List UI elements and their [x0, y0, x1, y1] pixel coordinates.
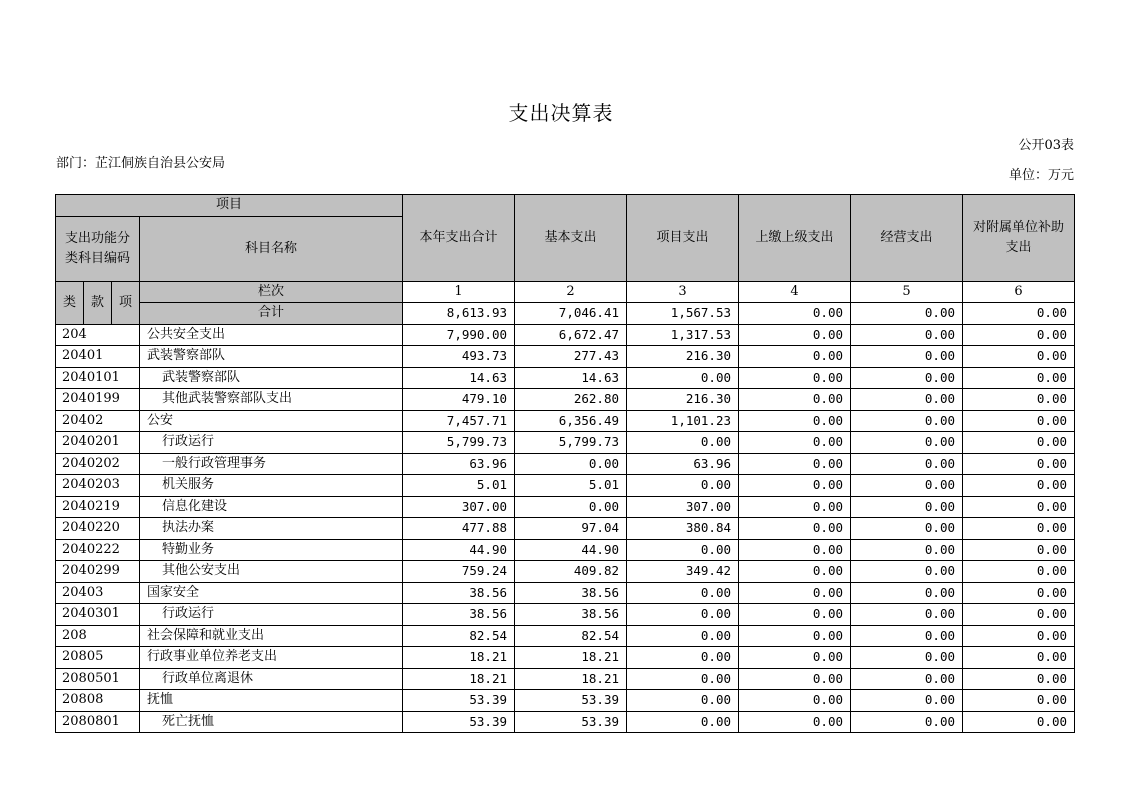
header-col-1: 本年支出合计	[403, 195, 515, 282]
total-value-1: 8,613.93	[403, 303, 515, 325]
row-value-1: 53.39	[403, 690, 515, 712]
row-value-5: 0.00	[851, 539, 963, 561]
row-value-5: 0.00	[851, 496, 963, 518]
row-code: 2040202	[56, 453, 140, 475]
row-value-6: 0.00	[963, 453, 1075, 475]
row-value-6: 0.00	[963, 410, 1075, 432]
row-value-6: 0.00	[963, 324, 1075, 346]
row-value-4: 0.00	[739, 453, 851, 475]
row-value-4: 0.00	[739, 518, 851, 540]
row-value-2: 6,356.49	[515, 410, 627, 432]
row-value-3: 349.42	[627, 561, 739, 583]
row-value-2: 18.21	[515, 647, 627, 669]
department-label: 部门：芷江侗族自治县公安局	[56, 156, 226, 171]
row-value-5: 0.00	[851, 604, 963, 626]
row-value-3: 0.00	[627, 475, 739, 497]
row-name: 信息化建设	[140, 496, 403, 518]
table-row	[56, 496, 1075, 518]
table-row	[56, 668, 1075, 690]
row-code: 2040203	[56, 475, 140, 497]
row-value-1: 5.01	[403, 475, 515, 497]
row-value-2: 18.21	[515, 668, 627, 690]
row-value-1: 759.24	[403, 561, 515, 583]
row-value-2: 6,672.47	[515, 324, 627, 346]
header-xiang: 项	[112, 281, 140, 324]
row-value-4: 0.00	[739, 582, 851, 604]
row-value-6: 0.00	[963, 647, 1075, 669]
row-value-6: 0.00	[963, 582, 1075, 604]
row-value-4: 0.00	[739, 475, 851, 497]
row-value-6: 0.00	[963, 367, 1075, 389]
row-value-3: 216.30	[627, 346, 739, 368]
row-code: 2040219	[56, 496, 140, 518]
row-value-3: 216.30	[627, 389, 739, 411]
row-value-6: 0.00	[963, 475, 1075, 497]
col-number-6: 6	[963, 281, 1075, 303]
row-value-1: 38.56	[403, 604, 515, 626]
row-value-2: 38.56	[515, 604, 627, 626]
row-value-5: 0.00	[851, 367, 963, 389]
row-value-6: 0.00	[963, 625, 1075, 647]
row-value-2: 97.04	[515, 518, 627, 540]
row-name: 执法办案	[140, 518, 403, 540]
row-code: 2040199	[56, 389, 140, 411]
row-name: 其他武装警察部队支出	[140, 389, 403, 411]
row-value-3: 0.00	[627, 604, 739, 626]
row-value-2: 44.90	[515, 539, 627, 561]
row-value-2: 409.82	[515, 561, 627, 583]
table-row	[56, 561, 1075, 583]
col-number-5: 5	[851, 281, 963, 303]
row-value-1: 63.96	[403, 453, 515, 475]
row-value-6: 0.00	[963, 604, 1075, 626]
row-name: 武装警察部队	[140, 346, 403, 368]
row-code: 2040201	[56, 432, 140, 454]
row-value-6: 0.00	[963, 539, 1075, 561]
row-name: 其他公安支出	[140, 561, 403, 583]
row-value-4: 0.00	[739, 410, 851, 432]
table-row	[56, 539, 1075, 561]
row-value-3: 0.00	[627, 432, 739, 454]
table-row	[56, 690, 1075, 712]
header-lanci: 栏次	[140, 281, 403, 303]
row-value-3: 0.00	[627, 582, 739, 604]
header-code-label: 支出功能分类科目编码	[56, 216, 140, 281]
row-code: 2040220	[56, 518, 140, 540]
row-value-5: 0.00	[851, 668, 963, 690]
row-value-5: 0.00	[851, 389, 963, 411]
row-value-1: 5,799.73	[403, 432, 515, 454]
row-value-4: 0.00	[739, 346, 851, 368]
row-value-1: 307.00	[403, 496, 515, 518]
table-row	[56, 518, 1075, 540]
row-code: 2080801	[56, 711, 140, 733]
row-name: 社会保障和就业支出	[140, 625, 403, 647]
row-value-4: 0.00	[739, 711, 851, 733]
row-name: 行政事业单位养老支出	[140, 647, 403, 669]
row-value-6: 0.00	[963, 346, 1075, 368]
row-code: 2040299	[56, 561, 140, 583]
header-lei: 类	[56, 281, 84, 324]
col-number-3: 3	[627, 281, 739, 303]
table-row	[56, 410, 1075, 432]
header-col-2: 基本支出	[515, 195, 627, 282]
row-code: 20805	[56, 647, 140, 669]
header-kuan: 款	[84, 281, 112, 324]
row-value-2: 14.63	[515, 367, 627, 389]
row-code: 20808	[56, 690, 140, 712]
row-name: 死亡抚恤	[140, 711, 403, 733]
row-value-2: 5.01	[515, 475, 627, 497]
row-value-1: 18.21	[403, 668, 515, 690]
col-number-2: 2	[515, 281, 627, 303]
row-code: 204	[56, 324, 140, 346]
row-code: 2080501	[56, 668, 140, 690]
row-code: 2040101	[56, 367, 140, 389]
row-value-1: 53.39	[403, 711, 515, 733]
row-value-4: 0.00	[739, 668, 851, 690]
row-name: 公安	[140, 410, 403, 432]
row-value-2: 53.39	[515, 711, 627, 733]
row-name: 行政运行	[140, 604, 403, 626]
row-value-6: 0.00	[963, 432, 1075, 454]
row-value-6: 0.00	[963, 561, 1075, 583]
row-value-6: 0.00	[963, 518, 1075, 540]
row-value-6: 0.00	[963, 389, 1075, 411]
row-value-3: 0.00	[627, 625, 739, 647]
row-value-5: 0.00	[851, 410, 963, 432]
row-value-5: 0.00	[851, 690, 963, 712]
form-number: 公开03表	[1018, 138, 1074, 153]
row-code: 20401	[56, 346, 140, 368]
row-value-3: 0.00	[627, 711, 739, 733]
row-code: 20402	[56, 410, 140, 432]
row-value-3: 307.00	[627, 496, 739, 518]
row-value-1: 493.73	[403, 346, 515, 368]
row-value-3: 63.96	[627, 453, 739, 475]
row-value-5: 0.00	[851, 475, 963, 497]
header-name-label: 科目名称	[140, 216, 403, 281]
row-value-1: 479.10	[403, 389, 515, 411]
row-value-6: 0.00	[963, 496, 1075, 518]
expenditure-table	[55, 194, 1075, 733]
row-value-4: 0.00	[739, 367, 851, 389]
row-value-3: 0.00	[627, 539, 739, 561]
row-code: 20403	[56, 582, 140, 604]
row-value-1: 44.90	[403, 539, 515, 561]
header-col-4: 上缴上级支出	[739, 195, 851, 282]
table-row	[56, 432, 1075, 454]
row-value-1: 7,457.71	[403, 410, 515, 432]
table-row	[56, 604, 1075, 626]
row-value-4: 0.00	[739, 432, 851, 454]
row-name: 一般行政管理事务	[140, 453, 403, 475]
header-project: 项目	[56, 195, 403, 217]
row-name: 国家安全	[140, 582, 403, 604]
row-value-4: 0.00	[739, 647, 851, 669]
row-code: 2040301	[56, 604, 140, 626]
table-row	[56, 647, 1075, 669]
row-value-1: 82.54	[403, 625, 515, 647]
row-value-5: 0.00	[851, 346, 963, 368]
row-value-1: 7,990.00	[403, 324, 515, 346]
row-value-6: 0.00	[963, 690, 1075, 712]
row-value-5: 0.00	[851, 432, 963, 454]
row-value-6: 0.00	[963, 668, 1075, 690]
row-value-4: 0.00	[739, 496, 851, 518]
row-value-4: 0.00	[739, 539, 851, 561]
row-value-5: 0.00	[851, 518, 963, 540]
unit-label: 单位：万元	[1008, 168, 1074, 183]
row-value-6: 0.00	[963, 711, 1075, 733]
row-value-5: 0.00	[851, 324, 963, 346]
row-value-4: 0.00	[739, 604, 851, 626]
table-row	[56, 711, 1075, 733]
row-value-2: 277.43	[515, 346, 627, 368]
header-col-5: 经营支出	[851, 195, 963, 282]
row-value-3: 1,317.53	[627, 324, 739, 346]
table-row	[56, 625, 1075, 647]
row-name: 公共安全支出	[140, 324, 403, 346]
total-value-5: 0.00	[851, 303, 963, 325]
row-value-4: 0.00	[739, 625, 851, 647]
row-value-1: 477.88	[403, 518, 515, 540]
row-value-1: 18.21	[403, 647, 515, 669]
row-value-4: 0.00	[739, 690, 851, 712]
header-row-lanci	[56, 281, 1075, 303]
row-name: 抚恤	[140, 690, 403, 712]
table-row	[56, 367, 1075, 389]
row-value-2: 262.80	[515, 389, 627, 411]
row-value-1: 14.63	[403, 367, 515, 389]
row-value-2: 82.54	[515, 625, 627, 647]
col-number-4: 4	[739, 281, 851, 303]
row-value-2: 53.39	[515, 690, 627, 712]
row-value-2: 38.56	[515, 582, 627, 604]
row-name: 行政运行	[140, 432, 403, 454]
table-row	[56, 453, 1075, 475]
row-value-5: 0.00	[851, 625, 963, 647]
total-label: 合计	[140, 303, 403, 325]
header-col-3: 项目支出	[627, 195, 739, 282]
total-value-3: 1,567.53	[627, 303, 739, 325]
row-code: 2040222	[56, 539, 140, 561]
table-row	[56, 475, 1075, 497]
row-value-4: 0.00	[739, 324, 851, 346]
header-col-6: 对附属单位补助支出	[963, 195, 1075, 282]
row-value-5: 0.00	[851, 453, 963, 475]
row-value-2: 0.00	[515, 453, 627, 475]
table-row	[56, 324, 1075, 346]
total-value-4: 0.00	[739, 303, 851, 325]
row-value-2: 5,799.73	[515, 432, 627, 454]
row-value-2: 0.00	[515, 496, 627, 518]
page-title: 支出决算表	[508, 101, 614, 125]
table-row	[56, 389, 1075, 411]
total-value-6: 0.00	[963, 303, 1075, 325]
total-value-2: 7,046.41	[515, 303, 627, 325]
col-number-1: 1	[403, 281, 515, 303]
row-name: 机关服务	[140, 475, 403, 497]
row-value-3: 0.00	[627, 690, 739, 712]
row-value-3: 0.00	[627, 367, 739, 389]
header-row-project	[56, 195, 1075, 217]
row-value-4: 0.00	[739, 389, 851, 411]
table-row	[56, 346, 1075, 368]
total-row	[56, 303, 1075, 325]
row-value-3: 0.00	[627, 647, 739, 669]
row-value-5: 0.00	[851, 582, 963, 604]
table-row	[56, 582, 1075, 604]
row-code: 208	[56, 625, 140, 647]
row-value-3: 380.84	[627, 518, 739, 540]
row-name: 武装警察部队	[140, 367, 403, 389]
row-value-5: 0.00	[851, 711, 963, 733]
row-name: 特勤业务	[140, 539, 403, 561]
row-value-5: 0.00	[851, 561, 963, 583]
row-value-4: 0.00	[739, 561, 851, 583]
row-value-5: 0.00	[851, 647, 963, 669]
row-value-1: 38.56	[403, 582, 515, 604]
row-value-3: 0.00	[627, 668, 739, 690]
row-value-3: 1,101.23	[627, 410, 739, 432]
row-name: 行政单位离退休	[140, 668, 403, 690]
